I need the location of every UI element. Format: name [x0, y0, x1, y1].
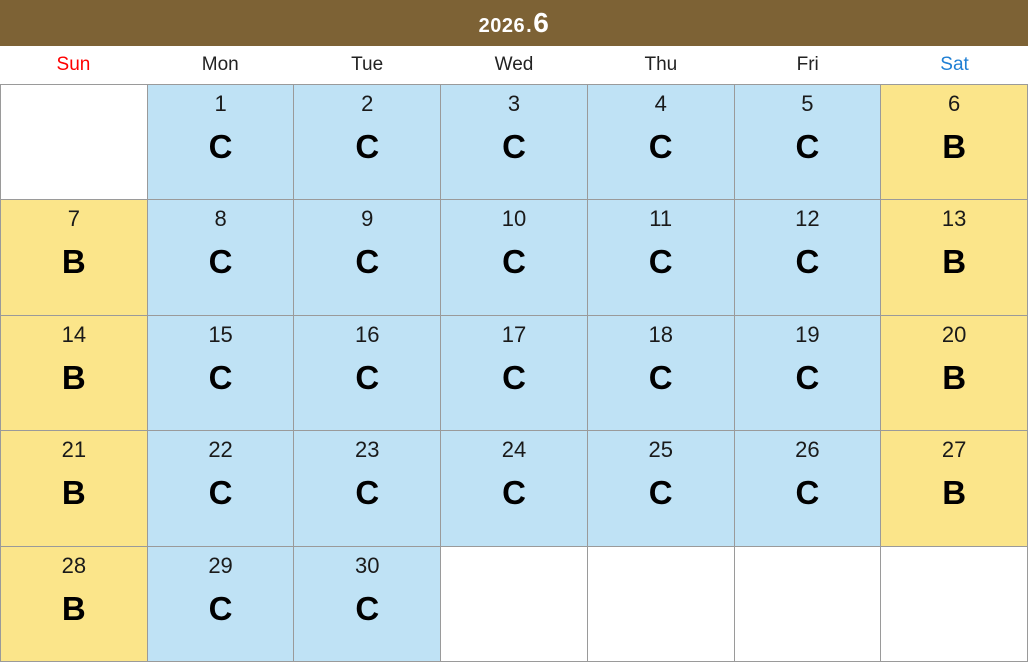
day-number: 22	[208, 437, 233, 463]
day-mark: C	[648, 358, 673, 396]
day-cell[interactable]	[881, 316, 1028, 431]
day-number: 7	[67, 206, 80, 232]
title-year: 2026	[478, 15, 526, 37]
day-cell[interactable]	[735, 200, 882, 315]
day-mark: C	[502, 474, 526, 512]
day-cell-empty	[735, 547, 882, 662]
day-mark: C	[208, 358, 233, 396]
day-cell[interactable]	[294, 316, 441, 431]
day-mark: B	[61, 358, 86, 396]
title-month: 6	[533, 7, 550, 38]
weekday-label-tue: Tue	[351, 54, 384, 75]
day-cell[interactable]	[735, 431, 882, 546]
day-mark: C	[355, 128, 380, 165]
page-title	[479, 9, 550, 37]
day-mark: B	[61, 589, 86, 627]
day-mark: C	[355, 243, 380, 281]
day-mark: C	[648, 243, 673, 281]
day-cell[interactable]	[1, 200, 148, 315]
day-number: 23	[355, 437, 380, 463]
day-cell[interactable]	[294, 431, 441, 546]
day-number: 8	[214, 206, 227, 232]
day-cell[interactable]	[588, 85, 735, 200]
day-number: 5	[801, 91, 814, 116]
day-number: 26	[795, 437, 820, 463]
day-cell[interactable]	[148, 85, 295, 200]
day-mark: B	[942, 358, 967, 396]
day-number: 17	[501, 321, 527, 347]
day-mark: C	[502, 243, 526, 281]
day-cell[interactable]	[148, 547, 295, 662]
title-separator: .	[526, 15, 533, 37]
day-cell[interactable]	[294, 200, 441, 315]
day-cell[interactable]	[1, 547, 148, 662]
day-mark: C	[795, 128, 820, 165]
day-cell-empty	[881, 547, 1028, 662]
day-number: 11	[649, 206, 673, 232]
day-cell[interactable]	[294, 547, 441, 662]
day-number: 1	[214, 91, 227, 116]
day-number: 9	[361, 206, 374, 232]
day-number: 18	[648, 321, 673, 347]
day-cell[interactable]	[1, 316, 148, 431]
day-cell[interactable]	[441, 431, 588, 546]
day-cell[interactable]	[148, 316, 295, 431]
calendar-title-bar	[0, 0, 1028, 46]
day-mark: B	[61, 474, 86, 512]
day-number: 3	[507, 91, 521, 116]
day-number: 4	[654, 91, 667, 116]
day-mark: C	[648, 474, 673, 512]
day-number: 6	[948, 91, 961, 116]
day-number: 21	[61, 437, 87, 463]
day-cell[interactable]	[441, 85, 588, 200]
day-number: 25	[648, 437, 673, 463]
day-cell[interactable]	[881, 200, 1028, 315]
day-mark: B	[942, 474, 967, 512]
weekday-label-wed: Wed	[494, 54, 534, 75]
day-mark: C	[208, 128, 233, 165]
day-cell[interactable]	[735, 316, 882, 431]
day-mark: B	[942, 243, 967, 281]
weekday-label-fri: Fri	[796, 54, 819, 75]
day-cell[interactable]	[881, 431, 1028, 546]
day-number: 15	[208, 321, 233, 347]
weekday-label-sat: Sat	[940, 54, 969, 75]
day-mark: C	[355, 358, 380, 396]
day-cell[interactable]	[588, 200, 735, 315]
day-cell-empty	[588, 547, 735, 662]
day-number: 14	[61, 321, 87, 347]
day-mark: C	[502, 128, 526, 165]
day-number: 13	[941, 206, 967, 232]
day-number: 16	[355, 321, 380, 347]
day-cell[interactable]	[588, 431, 735, 546]
day-cell[interactable]	[881, 85, 1028, 200]
day-number: 28	[61, 552, 87, 578]
day-number: 30	[355, 552, 380, 578]
day-cell[interactable]	[441, 316, 588, 431]
day-mark: C	[355, 474, 380, 512]
day-mark: C	[208, 474, 233, 512]
day-number: 29	[208, 552, 233, 578]
weekday-header-row	[0, 46, 1028, 84]
day-cell[interactable]	[588, 316, 735, 431]
weekday-label-sun: Sun	[56, 54, 91, 75]
day-mark: B	[942, 128, 967, 165]
day-mark: C	[795, 358, 820, 396]
day-number: 20	[941, 321, 967, 347]
day-mark: B	[61, 243, 86, 281]
weekday-label-mon: Mon	[201, 54, 239, 75]
day-number: 27	[941, 437, 967, 463]
day-number: 12	[795, 206, 820, 232]
day-mark: C	[208, 589, 233, 627]
day-number: 2	[361, 91, 374, 116]
day-cell-empty	[1, 85, 148, 200]
day-number: 10	[501, 206, 527, 232]
day-mark: C	[795, 474, 820, 512]
day-mark: C	[208, 243, 233, 281]
day-mark: C	[355, 589, 380, 627]
day-number: 24	[501, 437, 527, 463]
day-mark: C	[502, 358, 526, 396]
day-cell[interactable]	[1, 431, 148, 546]
day-number: 19	[795, 321, 820, 347]
day-cell[interactable]	[148, 431, 295, 546]
day-cell[interactable]	[148, 200, 295, 315]
day-cell[interactable]	[441, 200, 588, 315]
weekday-label-thu: Thu	[644, 54, 678, 75]
day-mark: C	[648, 128, 673, 165]
calendar-grid	[0, 84, 1028, 662]
day-cell[interactable]	[294, 85, 441, 200]
day-mark: C	[795, 243, 820, 281]
day-cell[interactable]	[735, 85, 882, 200]
day-cell-empty	[441, 547, 588, 662]
